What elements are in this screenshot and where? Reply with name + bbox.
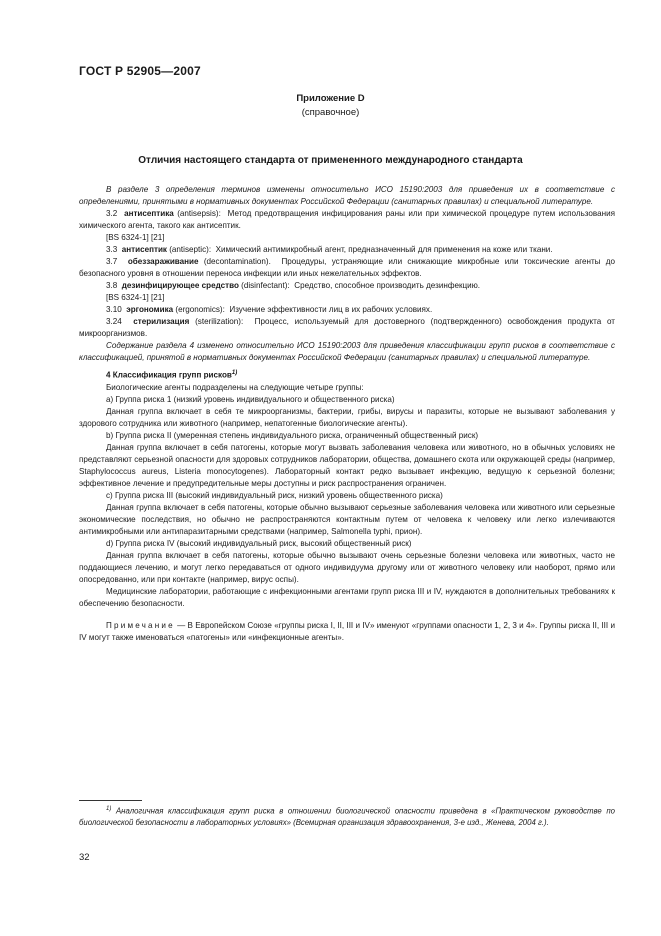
- footnote-mark: 1): [231, 370, 238, 376]
- note-text: — В Европейском Союзе «группы риска I, II, III и IV» именуют «группами опасности 1, 2, 3 и 4». Группы риска II, III и IV могут также именоваться «патогены» или «инфекционные агенты».: [79, 620, 615, 642]
- page-title: Отличия настоящего стандарта от примененного международного стандарта: [138, 155, 523, 166]
- section-heading: 4 Классификация групп рисков$^{1)}$: [106, 370, 238, 380]
- risk-group-text: Данная группа включает в себя те микроорганизмы, бактерии, грибы, вирусы и паразиты, которые не вызывают заболевания у здорового сотрудника или животного (например, непатогенные биологические агенты).: [79, 406, 615, 428]
- page-number: 32: [79, 852, 90, 863]
- term-reference: [BS 6324-1] [21]: [106, 233, 165, 242]
- risk-group-text: Данная группа включает в себя патогены, которые обычно вызывают очень серьезные болезни человека или животных, часто не поддающиеся лечению, и могут легко передаваться от одного индивидуума другому или от животного человеку или наоборот, прямо или опосредованно, или при контакте (например, вирус оспы).: [79, 550, 615, 584]
- term-entry: 3.3 антисептик (antiseptic): Химический антимикробный агент, предназначенный для применения на коже или ткани.: [106, 245, 553, 254]
- risk-group-label: b) Группа риска II (умеренная степень индивидуального риска, ограниченный общественный риск): [106, 430, 479, 440]
- risk-group-label: d) Группа риска IV (высокий индивидуальный риск, высокий общественный риск): [106, 538, 412, 548]
- risk-group-text: Данная группа включает в себя патогены, которые обычно вызывают серьезные заболевания человека или животного или серьезные экономические последствия, но обычно не распространяются контактным путем от человека к человеку или легко излечиваются антимикробными или антипаразитарными средствами (например, Salmonella typhi, прион).: [79, 502, 615, 536]
- risk-group-label: c) Группа риска III (высокий индивидуальный риск, низкий уровень общественного риска): [106, 490, 443, 500]
- document-body: [79, 184, 615, 644]
- note-label: Примечание: [106, 620, 175, 630]
- annex-title: Приложение D: [296, 93, 365, 104]
- footnote-divider: [79, 800, 142, 801]
- intro-paragraph: В разделе 3 определения терминов изменены относительно ИСО 15190:2003 для приведения их в соответствие с определениями, принятыми в нормативных документах Российской Федерации (санитарных правилах) и специальной литературе.: [79, 185, 615, 206]
- annex-subtitle: (справочное): [301, 107, 360, 118]
- risk-group-text: Данная группа включает в себя патогены, которые могут вызвать заболевания человека или животного, но в обычных условиях не представляют серьезной опасности для здоровых сотрудников лаборатории, общества, домашнего скота или окружающей среды (например, Staphylococcus aureus, Listeria monocytogenes). Лабораторный контакт редко вызывает инфекцию, ведущую к серьезной болезни; эффективное лечение и предупредительные меры доступны и риск распространения ограничен.: [79, 442, 615, 488]
- term-entry: 3.2 антисептика (antisepsis): Метод предотвращения инфицирования раны или при химической процедуре путем использования химического агента, такого как антисептик.: [79, 209, 616, 230]
- term-entry: 3.8 дезинфицирующее средство (disinfectant): Средство, способное производить дезинфекцию.: [106, 281, 481, 290]
- closing-paragraph: Медицинские лаборатории, работающие с инфекционными агентами групп риска III и IV, нуждаются в дополнительных требованиях к обеспечению безопасности.: [79, 586, 615, 608]
- section4-intro: Содержание раздела 4 изменено относительно ИСО 15190:2003 для приведения классификации групп рисков в соответствие с классификацией, принятой в нормативных документах Российской Федерации (санитарных правилах) и специальной литературе.: [79, 341, 615, 362]
- footnote: $^{1)}$ Аналогичная классификация групп риска в отношении биологической опасности приведена в «Практическом руководстве по биологической безопасности в лабораторных условиях» (Всемирная организация здравоохранения, 3-е изд., Женева, 2004 г.).: [79, 806, 615, 827]
- document-header: ГОСТ Р 52905—2007: [79, 64, 201, 78]
- term-entry: 3.10 эргономика (ergonomics): Изучение эффективности лиц в их рабочих условиях.: [106, 305, 433, 314]
- term-entry: 3.7 обеззараживание (decontamination). Процедуры, устраняющие или снижающие микробные или токсические агенты до безопасного уровня в отношении переноса инфекции или иных нежелательных эффектов.: [79, 257, 616, 278]
- risk-group-label: a) Группа риска 1 (низкий уровень индивидуального и общественного риска): [106, 394, 395, 404]
- term-entry: 3.24 стерилизация (sterilization): Процесс, используемый для достоверного (подтвержденного) освобождения продукта от микроорганизмов.: [79, 317, 616, 338]
- term-reference: [BS 6324-1] [21]: [106, 293, 165, 302]
- section-lead: Биологические агенты подразделены на следующие четыре группы:: [106, 382, 364, 392]
- note: [79, 620, 615, 644]
